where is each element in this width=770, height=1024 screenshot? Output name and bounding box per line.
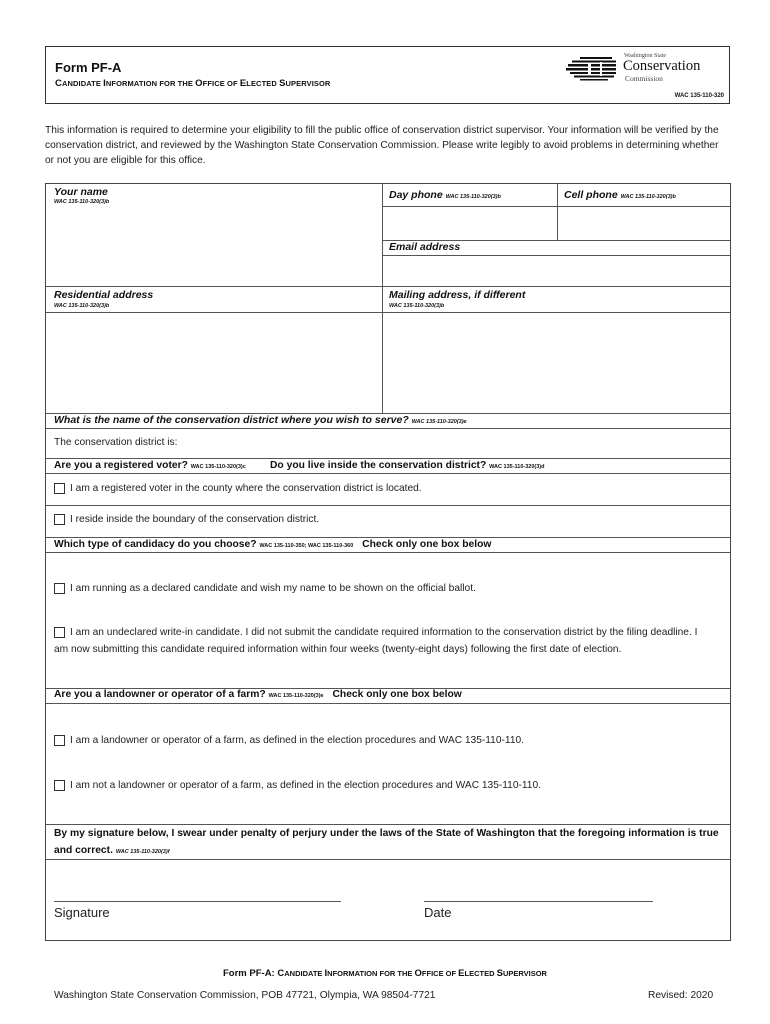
checkbox[interactable]: [54, 627, 65, 638]
date-label: Date: [424, 905, 452, 920]
form-header: [45, 46, 730, 104]
candidacy-question: Which type of candidacy do you choose? WAC 135-110-350; WAC 135-110-360 Check only one box below: [54, 539, 492, 550]
logo-state-text: Washington State: [624, 53, 667, 59]
footer-revised: Revised: 2020: [648, 990, 714, 1001]
registered-voter-question: Are you a registered voter? WAC 135-110-320(3)c: [54, 460, 246, 471]
day-phone-field[interactable]: [383, 207, 557, 240]
title-text-part: O: [414, 968, 422, 979]
title-text-part: ANDIDATE: [284, 969, 325, 978]
mailing-address-wac: WAC 135-110-320(3)b: [389, 303, 445, 309]
logo-commission-text: Commission: [625, 74, 663, 83]
registered-voter-option[interactable]: I am a registered voter in the county where the conservation district is located.: [54, 483, 422, 494]
conservation-commission-logo: [566, 53, 726, 85]
title-text-part: Form PF-A:: [223, 968, 278, 979]
title-text-part: C: [277, 968, 285, 979]
title-text-part: NFORMATION FOR THE: [105, 79, 196, 88]
signature-line[interactable]: [54, 901, 341, 902]
signature-statement-continued: and correct. WAC 135-110-320(3)f: [54, 845, 170, 856]
title-text-part: S: [279, 78, 286, 89]
date-line[interactable]: [424, 901, 653, 902]
cell-phone-field[interactable]: [558, 207, 731, 240]
residential-address-field[interactable]: [46, 313, 382, 413]
candidacy-label-underline: [46, 552, 730, 553]
title-text-part: NFORMATION FOR THE: [327, 969, 415, 978]
candidate-form: [45, 183, 731, 941]
form-title: Form PF-A: [55, 60, 122, 75]
declared-candidate-option[interactable]: I am running as a declared candidate and wish my name to be shown on the official ballot.: [54, 583, 476, 594]
logo-lines-icon: [566, 57, 618, 81]
address-row-top: [46, 286, 730, 287]
title-text-part: I: [324, 968, 328, 979]
residential-address-wac: WAC 135-110-320(3)b: [54, 303, 110, 309]
footer-address: Washington State Conservation Commission, POB 47721, Olympia, WA 98504-7721: [54, 990, 436, 1001]
write-in-candidate-continued: am now submitting this candidate required information within four weeks (twenty-eight days) following the first date of election.: [54, 644, 622, 655]
title-text-part: UPERVISOR: [502, 969, 547, 978]
write-in-candidate-option[interactable]: I am an undeclared write-in candidate. I did not submit the candidate required information to the conservation district by the filing deadline. I: [54, 627, 697, 638]
footer-title: [0, 968, 770, 979]
intro-paragraph: This information is required to determine your eligibility to fill the public office of conservation district supervisor. Your information will be verified by the conservation district, and reviewed by the Washington State Conservation Commission. Please write legibly to avoid problems in determining whether or not you are eligible for this office.: [45, 125, 719, 166]
header-wac: WAC 135-110-320: [674, 93, 724, 99]
title-text-part: E: [458, 968, 465, 979]
signature-row-top: [46, 824, 730, 825]
title-text-part: FFICE OF: [421, 969, 459, 978]
mailing-address-label: Mailing address, if different: [389, 289, 526, 301]
day-phone-label: Day phone WAC 135-110-320(3)b: [389, 189, 501, 201]
district-label-underline: [46, 428, 730, 429]
district-question: What is the name of the conservation district where you wish to serve? WAC 135-110-320(3)e: [54, 414, 467, 426]
your-name-field[interactable]: [46, 206, 382, 286]
logo-main-text: Conservation: [623, 58, 701, 74]
farm-question: Are you a landowner or operator of a farm? WAC 135-110-320(3)e Check only one box below: [54, 689, 462, 700]
title-text-part: FFICE OF: [202, 79, 240, 88]
title-text-part: E: [239, 78, 247, 89]
checkbox[interactable]: [54, 735, 65, 746]
checkbox[interactable]: [54, 514, 65, 525]
title-text-part: I: [103, 78, 106, 89]
title-text-part: LECTED: [246, 79, 280, 88]
district-answer-prefix: The conservation district is:: [54, 437, 178, 448]
email-field[interactable]: [383, 256, 731, 286]
title-text-part: UPERVISOR: [285, 79, 331, 88]
checkbox[interactable]: [54, 780, 65, 791]
reside-inside-option[interactable]: I reside inside the boundary of the conservation district.: [54, 514, 319, 525]
voter-row-top: [46, 458, 730, 459]
voter-option-divider: [46, 505, 730, 506]
your-name-label: Your name: [54, 186, 108, 198]
farm-label-underline: [46, 703, 730, 704]
signature-label: Signature: [54, 905, 110, 920]
form-subtitle: [55, 78, 330, 89]
title-text-part: O: [195, 78, 203, 89]
district-name-field[interactable]: [206, 430, 731, 457]
your-name-wac: WAC 135-110-320(3)b: [54, 199, 110, 205]
title-text-part: C: [55, 78, 62, 89]
candidacy-row-top: [46, 537, 730, 538]
cell-phone-label: Cell phone WAC 135-110-320(3)b: [564, 189, 676, 201]
signature-statement: By my signature below, I swear under penalty of perjury under the laws of the State of Washington that the foregoing information is true: [54, 828, 719, 839]
email-label: Email address: [389, 241, 461, 253]
mailing-address-field[interactable]: [383, 313, 731, 413]
checkbox[interactable]: [54, 483, 65, 494]
checkbox[interactable]: [54, 583, 65, 594]
not-farm-owner-option[interactable]: I am not a landowner or operator of a farm, as defined in the election procedures and WAC 135-110-110.: [54, 780, 541, 791]
voter-label-underline: [46, 473, 730, 474]
farm-owner-option[interactable]: I am a landowner or operator of a farm, as defined in the election procedures and WAC 135-110-110.: [54, 735, 524, 746]
residential-address-label: Residential address: [54, 289, 154, 301]
title-text-part: LECTED: [464, 969, 497, 978]
live-inside-district-question: Do you live inside the conservation district? WAC 135-110-320(3)d: [270, 460, 545, 471]
signature-statement-underline: [46, 859, 730, 860]
title-text-part: S: [496, 968, 503, 979]
title-text-part: ANDIDATE: [61, 79, 104, 88]
